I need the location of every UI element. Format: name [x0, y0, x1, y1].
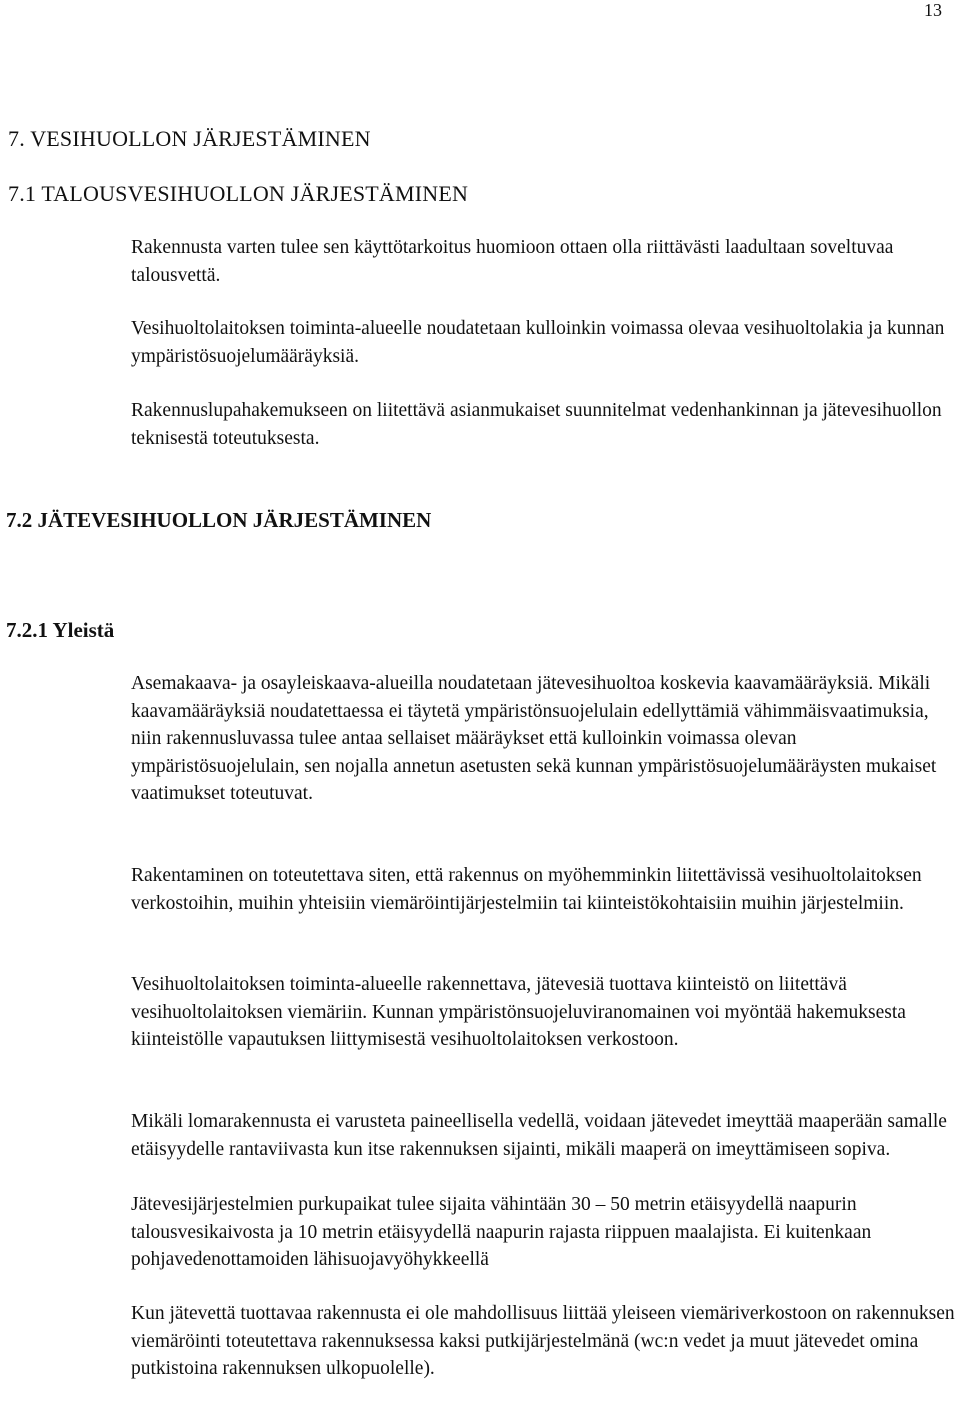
paragraph: Rakentaminen on toteutettava siten, että rakennus on myöhemminkin liitettävissä vesihuoltolaitoksen verkostoihin, muihin yhteisiin viemäröintijärjestelmiin tai kiinteistökohtaisiin muihin järjestelmiin.: [131, 865, 922, 914]
paragraph: Rakennusta varten tulee sen käyttötarkoitus huomioon ottaen olla riittävästi laadultaan soveltuvaa talousvettä.: [131, 237, 894, 286]
section-7-1-heading: 7.1 TALOUSVESIHUOLLON JÄRJESTÄMINEN: [8, 181, 469, 206]
section-7-2-heading: 7.2 JÄTEVESIHUOLLON JÄRJESTÄMINEN: [6, 508, 432, 532]
paragraph: Kun jätevettä tuottavaa rakennusta ei ole mahdollisuus liittää yleiseen viemäriverkostoon on rakennuksen viemäröinti toteutettava rakennuksessa kaksi putkijärjestelmänä (wc:n vedet ja muut jätevedet omina putkistoina rakennuksen ulkopuolelle).: [131, 1303, 955, 1379]
paragraph: Asemakaava- ja osayleiskaava-alueilla noudatetaan jätevesihuoltoa koskevia kaavamääräyksiä. Mikäli kaavamääräyksiä noudatettaessa ei täytetä ympäristönsuojelulain edellyttämiä vähimmäisvaatimuksia, niin rakennusluvassa tulee antaa sellaiset määräykset että kulloinkin voimassa olevan ympäristösuojelulain, sen nojalla annetun asetusten sekä kunnan ympäristösuojelumääräysten mukaiset vaatimukset toteutuvat.: [131, 673, 937, 804]
page-number: 13: [924, 0, 942, 20]
paragraph: Vesihuoltolaitoksen toiminta-alueelle rakennettava, jätevesiä tuottava kiinteistö on liitettävä vesihuoltolaitoksen viemäriin. Kunnan ympäristönsuojeluviranomainen voi myöntää hakemuksesta kiinteistölle vapautuksen liittymisestä vesihuoltolaitoksen verkostoon.: [131, 974, 906, 1050]
paragraph: Rakennuslupahakemukseen on liitettävä asianmukaiset suunnitelmat vedenhankinnan ja jätevesihuollon teknisestä toteutuksesta.: [131, 400, 942, 449]
section-7-heading: 7. VESIHUOLLON JÄRJESTÄMINEN: [8, 126, 371, 151]
paragraph: Vesihuoltolaitoksen toiminta-alueelle noudatetaan kulloinkin voimassa olevaa vesihuoltolakia ja kunnan ympäristösuojelumääräyksiä.: [131, 318, 945, 367]
paragraph: Mikäli lomarakennusta ei varusteta paineellisella vedellä, voidaan jätevedet imeyttää maaperään samalle etäisyydelle rantaviivasta kun itse rakennuksen sijainti, mikäli maaperä on imeyttämiseen sopiva.: [131, 1111, 947, 1160]
section-7-2-1-heading: 7.2.1 Yleistä: [6, 618, 115, 642]
paragraph: Jätevesijärjestelmien purkupaikat tulee sijaita vähintään 30 – 50 metrin etäisyydellä naapurin talousvesikaivosta ja 10 metrin etäisyydellä naapurin rajasta riippuen maalajista. Ei kuitenkaan pohjavedenottamoiden lähisuojavyöhykkeellä: [131, 1194, 872, 1270]
